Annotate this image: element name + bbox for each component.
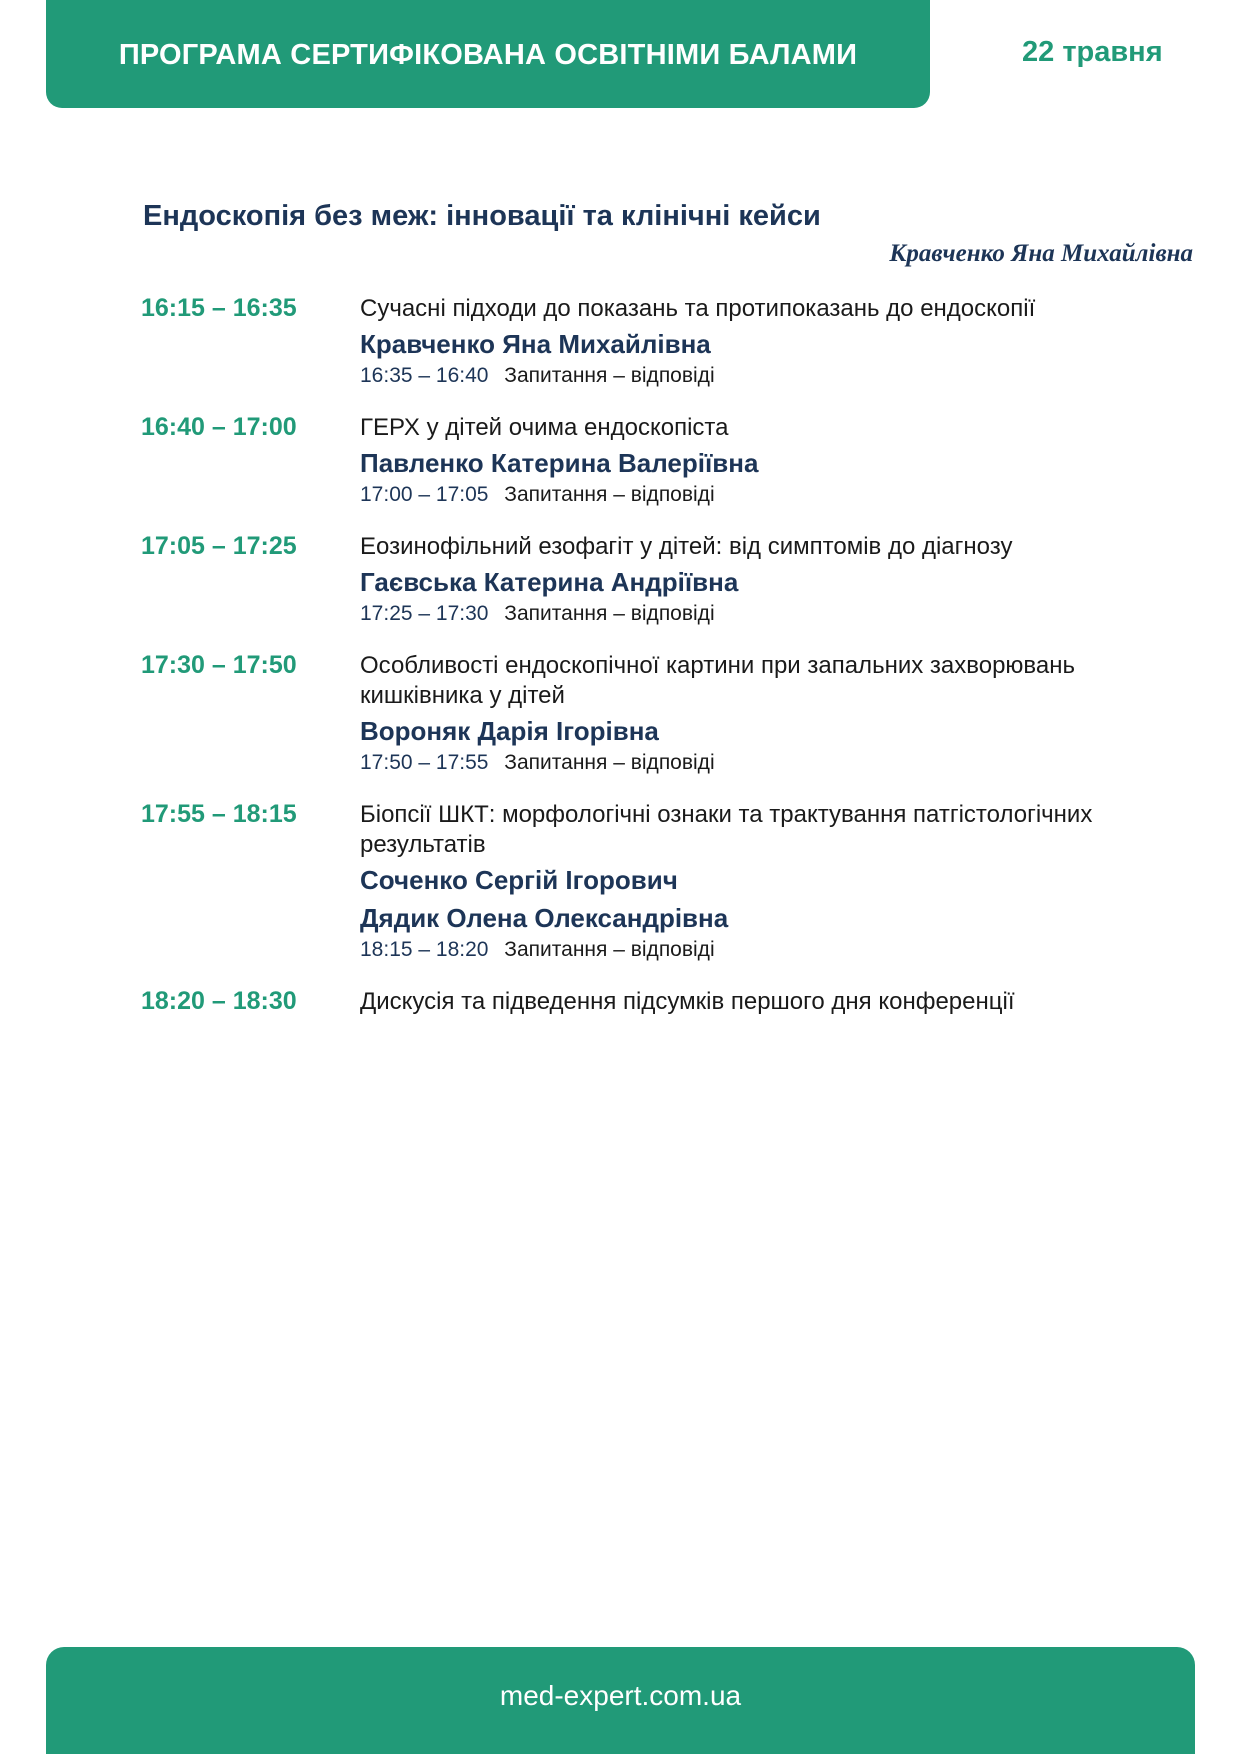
website-link[interactable]: med-expert.com.ua: [499, 1679, 742, 1711]
slot-time: 17:05 – 17:25: [141, 532, 297, 560]
schedule-slot: [141, 651, 1181, 777]
qa-time: 17:00 – 17:05: [360, 483, 489, 506]
slot-speaker: Соченко Сергій Ігорович: [360, 865, 678, 895]
slot-speaker: Павленко Катерина Валеріївна: [360, 448, 759, 478]
slot-topic: Дискусія та підведення підсумків першого дня конференції: [360, 988, 1015, 1015]
footer-band: [46, 1647, 1195, 1754]
slot-qa: [360, 481, 1181, 509]
qa-label: Запитання – відповіді: [504, 602, 715, 625]
section-moderator: Кравченко Яна Михайлівна: [889, 240, 1193, 267]
qa-label: Запитання – відповіді: [504, 751, 715, 774]
slot-qa: [360, 936, 1181, 964]
slot-time: 17:55 – 18:15: [141, 800, 297, 828]
slot-speaker: Гаєвська Катерина Андріївна: [360, 567, 739, 597]
slot-topic: Сучасні підходи до показань та протипоказань до ендоскопії: [360, 295, 1036, 322]
schedule-slot: [141, 413, 1181, 509]
slot-speaker: Вороняк Дарія Ігорівна: [360, 716, 659, 746]
slot-body: [360, 532, 1181, 628]
qa-label: Запитання – відповіді: [504, 483, 715, 506]
slot-qa: [360, 600, 1181, 628]
slot-topic: Еозинофільний езофагіт у дітей: від симптомів до діагнозу: [360, 533, 1013, 560]
schedule-list: [141, 294, 1181, 1040]
schedule-slot: [141, 800, 1181, 964]
qa-time: 17:25 – 17:30: [360, 602, 489, 625]
section-title: Ендоскопія без меж: інновації та клінічні кейси: [143, 200, 821, 232]
slot-body: [360, 800, 1181, 964]
slot-qa: [360, 749, 1181, 777]
slot-body: [360, 651, 1181, 777]
schedule-slot: [141, 294, 1181, 390]
slot-time: 16:40 – 17:00: [141, 413, 297, 441]
slot-topic: ГЕРХ у дітей очима ендоскопіста: [360, 414, 729, 441]
slot-topic: Біопсії ШКТ: морфологічні ознаки та трактування патгістологічних результатів: [360, 801, 1093, 858]
qa-time: 16:35 – 16:40: [360, 364, 489, 387]
program-date: 22 травня: [1022, 36, 1163, 68]
slot-body: [360, 294, 1181, 390]
slot-speaker: Кравченко Яна Михайлівна: [360, 329, 711, 359]
schedule-slot: [141, 532, 1181, 628]
slot-qa: [360, 362, 1181, 390]
header-banner: [46, 0, 930, 108]
qa-time: 18:15 – 18:20: [360, 938, 489, 961]
program-title: ПРОГРАМА СЕРТИФІКОВАНА ОСВІТНІМИ БАЛАМИ: [118, 38, 858, 71]
qa-time: 17:50 – 17:55: [360, 751, 489, 774]
slot-time: 17:30 – 17:50: [141, 651, 297, 679]
slot-speaker: Дядик Олена Олександрівна: [360, 903, 729, 933]
qa-label: Запитання – відповіді: [504, 938, 715, 961]
slot-body: [360, 413, 1181, 509]
qa-label: Запитання – відповіді: [504, 364, 715, 387]
schedule-slot: [141, 987, 1181, 1017]
slot-time: 16:15 – 16:35: [141, 294, 297, 322]
slot-topic: Особливості ендоскопічної картини при запальних захворювань кишківника у дітей: [360, 652, 1076, 709]
slot-body: [360, 987, 1181, 1017]
slot-time: 18:20 – 18:30: [141, 987, 297, 1015]
